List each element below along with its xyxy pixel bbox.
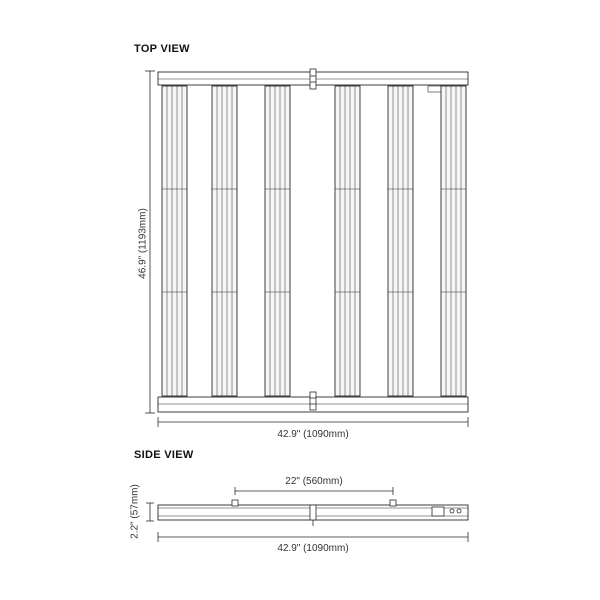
top-view-height-label: 46.9" (1193mm): [137, 208, 149, 279]
top-view-width-label: 42.9" (1090mm): [277, 429, 349, 440]
side-view-height-dimension: [146, 503, 154, 521]
side-center-joint: [310, 505, 316, 526]
side-view-height-label: 2.2" (57mm): [129, 484, 141, 539]
side-view-span-dimension: [235, 487, 393, 495]
side-view-title: SIDE VIEW: [134, 449, 194, 461]
top-view-title: TOP VIEW: [134, 43, 190, 55]
side-view-width-dimension: [158, 532, 468, 542]
side-view-width-label: 42.9" (1090mm): [277, 543, 349, 554]
side-view-span-label: 22" (560mm): [285, 476, 343, 487]
